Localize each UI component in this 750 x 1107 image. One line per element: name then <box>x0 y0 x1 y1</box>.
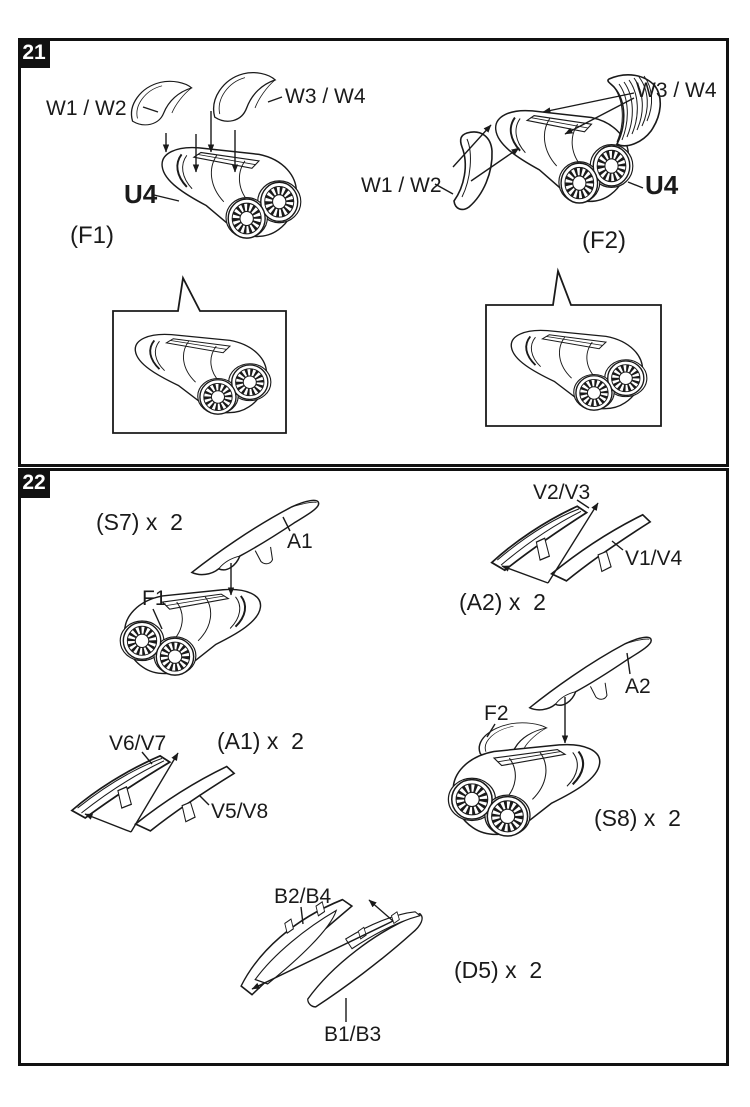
engine-pod-f2-drawing <box>448 745 599 836</box>
label-b1b3: B1/B3 <box>324 1023 382 1046</box>
label-u4-f1: U4 <box>124 179 158 209</box>
step-22-badge: 22 <box>18 468 50 498</box>
label-b2b4: B2/B4 <box>274 885 332 908</box>
label-a1-qty: (A1) x 2 <box>217 728 304 754</box>
label-w1w2-f2: W1 / W2 <box>361 174 442 197</box>
label-v2v3: V2/V3 <box>533 481 591 504</box>
label-a1-part: A1 <box>287 530 313 553</box>
step-22-panel <box>18 468 729 1066</box>
label-w1w2-f1: W1 / W2 <box>46 97 127 120</box>
wing-a2-drawing <box>530 637 651 710</box>
label-s8-qty: (S8) x 2 <box>594 805 681 831</box>
label-w3w4-f2: W3 / W4 <box>636 79 717 102</box>
label-a2-qty: (A2) x 2 <box>459 589 546 615</box>
label-f2-base: F2 <box>484 702 509 725</box>
step-21-badge: 21 <box>18 38 50 68</box>
label-f1-base: F1 <box>142 587 167 610</box>
label-v1v4: V1/V4 <box>625 547 683 570</box>
step-21-panel <box>18 38 729 467</box>
cap-w3w4-f1-drawing <box>214 73 276 122</box>
engine-pod-f2-drawing <box>496 111 633 203</box>
label-a2-part: A2 <box>625 675 651 698</box>
label-w3w4-f1: W3 / W4 <box>285 85 366 108</box>
caption-f2: (F2) <box>582 227 626 254</box>
label-u4-f2: U4 <box>645 170 679 200</box>
label-v5v8: V5/V8 <box>211 800 269 823</box>
caption-f1: (F1) <box>70 222 114 249</box>
step-22-artwork <box>21 471 726 1063</box>
label-d5-qty: (D5) x 2 <box>454 957 543 983</box>
label-s7-qty: (S7) x 2 <box>96 509 183 535</box>
cap-w1w2-f1-drawing <box>132 81 192 124</box>
label-v6v7: V6/V7 <box>109 732 167 755</box>
engine-pod-f1-drawing <box>162 148 301 238</box>
